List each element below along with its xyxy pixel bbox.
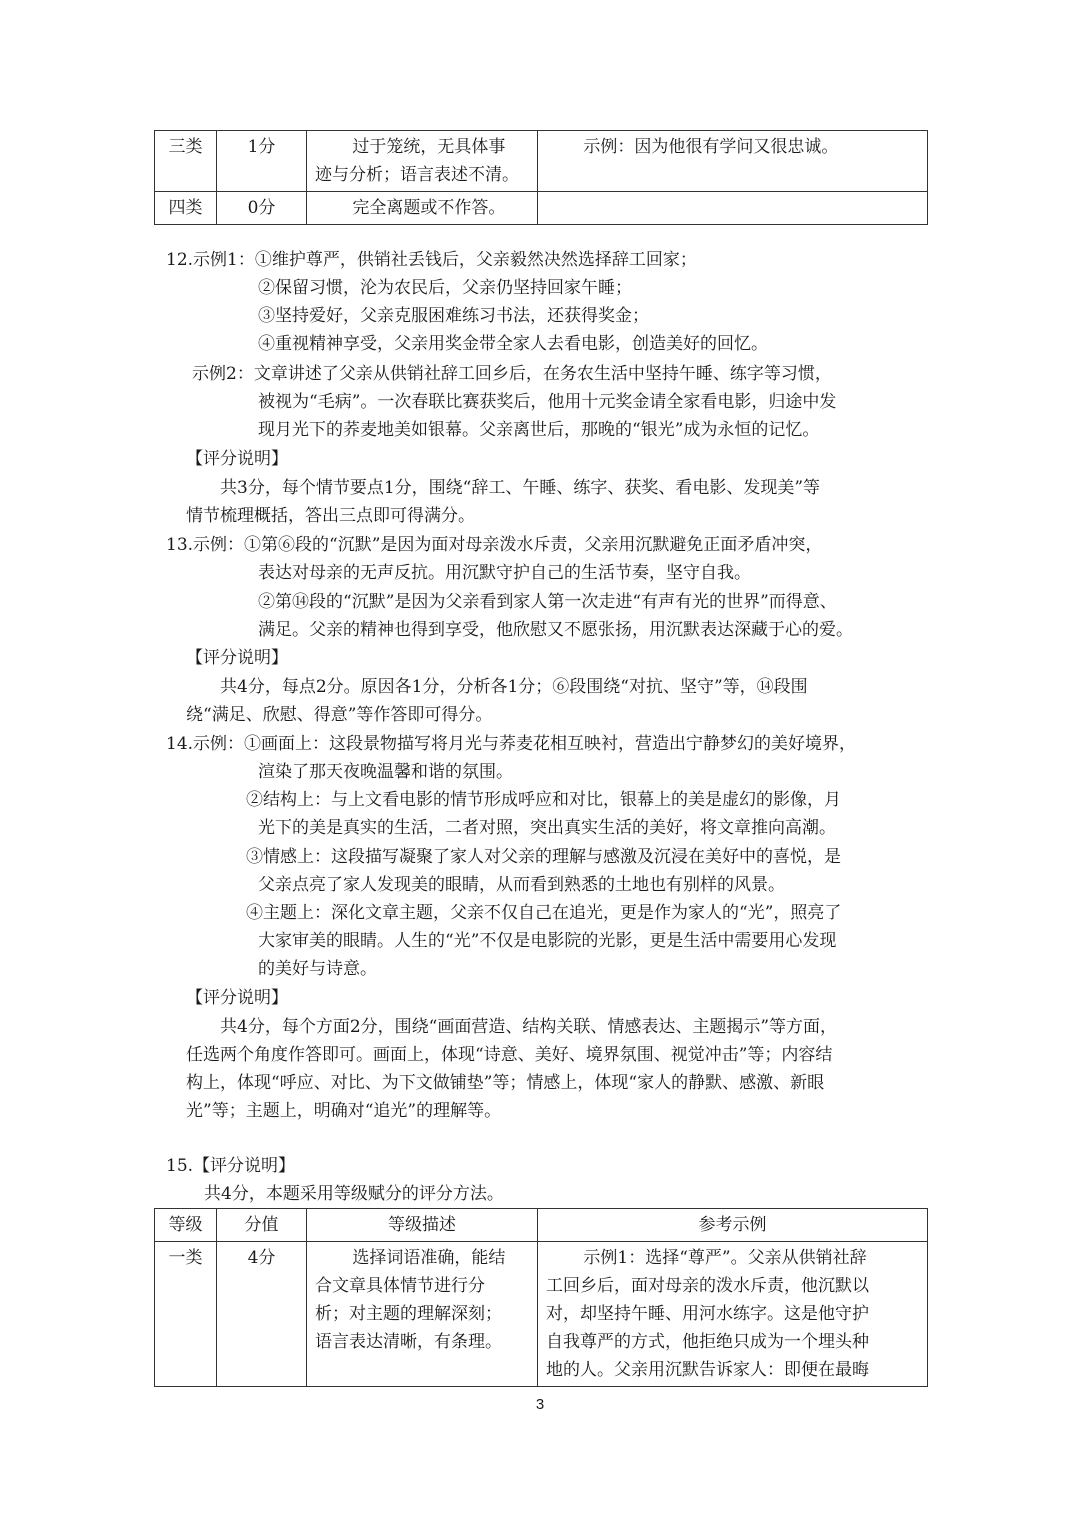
example-cell xyxy=(538,192,928,225)
score-cell: 4分 xyxy=(217,1242,307,1387)
header-score: 分值 xyxy=(217,1209,307,1242)
q14-line: 渲染了那天夜晚温馨和谐的氛围。 xyxy=(258,762,513,782)
q14-line: 父亲点亮了家人发现美的眼睛，从而看到熟悉的土地也有别样的风景。 xyxy=(258,875,785,895)
q15-intro: 共4分，本题采用等级赋分的评分方法。 xyxy=(204,1184,504,1204)
q13-line: 满足。父亲的精神也得到享受，他欣慰又不愿张扬，用沉默表达深藏于心的爱。 xyxy=(258,620,853,640)
description-line: 迹与分析；语言表述不清。 xyxy=(315,165,519,185)
q14-line: 构上，体现“呼应、对比、为下文做铺垫”等；情感上，体现“家人的静默、感激、新眼 xyxy=(186,1073,825,1093)
q14-line: ②结构上：与上文看电影的情节形成呼应和对比，银幕上的美是虚幻的影像，月 xyxy=(246,790,841,810)
score-cell: 0分 xyxy=(217,192,307,225)
table-row xyxy=(155,1242,928,1387)
q12-line: ③坚持爱好，父亲克服困难练习书法，还获得奖金； xyxy=(258,306,649,326)
q12-scoring-title: 【评分说明】 xyxy=(186,449,288,469)
q14-line: ④主题上：深化文章主题，父亲不仅自己在追光，更是作为家人的“光”，照亮了 xyxy=(246,903,842,923)
description-line: 语言表达清晰，有条理。 xyxy=(315,1332,502,1352)
q12-line: ④重视精神享受，父亲用奖金带全家人去看电影，创造美好的回忆。 xyxy=(258,334,768,354)
table-row xyxy=(155,192,928,225)
example-line: 自我尊严的方式，他拒绝只成为一个埋头种 xyxy=(546,1332,869,1352)
example-cell xyxy=(538,1242,928,1387)
description-cell xyxy=(307,131,538,192)
example-cell: 示例：因为他很有学问又很忠诚。 xyxy=(538,131,928,192)
q13-line: 绕“满足、欣慰、得意”等作答即可得分。 xyxy=(186,705,493,725)
example-line: 工回乡后，面对母亲的泼水斥责，他沉默以 xyxy=(546,1276,869,1296)
description-cell: 完全离题或不作答。 xyxy=(307,192,538,225)
q14-line: 光下的美是真实的生活，二者对照，突出真实生活的美好，将文章推向高潮。 xyxy=(258,818,836,838)
page-number: 3 xyxy=(535,1396,545,1413)
table-row xyxy=(155,131,928,192)
q13-line: ②第⑭段的“沉默”是因为父亲看到家人第一次走进“有声有光的世界”而得意、 xyxy=(258,592,837,612)
header-description: 等级描述 xyxy=(307,1209,538,1242)
description-cell xyxy=(307,1242,538,1387)
q13-scoring-title: 【评分说明】 xyxy=(186,648,288,668)
example-line: 示例1：选择“尊严”。父亲从供销社辞 xyxy=(583,1248,867,1268)
q14-line: 光”等；主题上，明确对“追光”的理解等。 xyxy=(186,1101,502,1121)
q12-line: 示例2：文章讲述了父亲从供销社辞工回乡后，在务农生活中坚持午睡、练字等习惯， xyxy=(192,364,832,384)
q14-line: 14.示例：①画面上：这段景物描写将月光与荞麦花相互映衬，营造出宁静梦幻的美好境界， xyxy=(166,734,857,754)
q12-line: 共3分，每个情节要点1分，围绕“辞工、午睡、练字、获奖、看电影、发现美”等 xyxy=(220,478,821,498)
q12-line: 12.示例1：①维护尊严，供销社丢钱后，父亲毅然决然选择辞工回家； xyxy=(166,250,697,270)
example-line: 对，却坚持午睡、用河水练字。这是他守护 xyxy=(546,1304,869,1324)
q13-line: 共4分，每点2分。原因各1分，分析各1分；⑥段围绕“对抗、坚守”等，⑭段围 xyxy=(220,677,808,697)
q14-line: 的美好与诗意。 xyxy=(258,959,377,979)
example-line: 地的人。父亲用沉默告诉家人：即便在最晦 xyxy=(546,1360,869,1380)
grading-table-q15 xyxy=(154,1208,928,1387)
score-cell: 1分 xyxy=(217,131,307,192)
q13-line: 13.示例：①第⑥段的“沉默”是因为面对母亲泼水斥责，父亲用沉默避免正面矛盾冲突， xyxy=(166,535,823,555)
q14-line: 任选两个角度作答即可。画面上，体现“诗意、美好、境界氛围、视觉冲击”等；内容结 xyxy=(186,1045,833,1065)
table-header-row xyxy=(155,1209,928,1242)
q15-title: 15.【评分说明】 xyxy=(166,1156,296,1176)
q14-line: ③情感上：这段描写凝聚了家人对父亲的理解与感激及沉浸在美好中的喜悦，是 xyxy=(246,847,841,867)
level-cell: 一类 xyxy=(155,1242,217,1387)
level-cell: 四类 xyxy=(155,192,217,225)
q12-line: 被视为“毛病”。一次春联比赛获奖后，他用十元奖金请全家看电影，归途中发 xyxy=(258,392,837,412)
q12-line: 情节梳理概括，答出三点即可得满分。 xyxy=(186,506,475,526)
description-line: 析；对主题的理解深刻； xyxy=(315,1304,502,1324)
header-level: 等级 xyxy=(155,1209,217,1242)
description-line: 合文章具体情节进行分 xyxy=(315,1276,485,1296)
q12-line: ②保留习惯，沦为农民后，父亲仍坚持回家午睡； xyxy=(258,278,632,298)
description-line: 选择词语准确，能结 xyxy=(352,1248,506,1268)
q13-line: 表达对母亲的无声反抗。用沉默守护自己的生活节奏，坚守自我。 xyxy=(258,563,751,583)
level-cell: 三类 xyxy=(155,131,217,192)
q12-line: 现月光下的荞麦地美如银幕。父亲离世后，那晚的“银光”成为永恒的记忆。 xyxy=(258,420,820,440)
q14-line: 大家审美的眼睛。人生的“光”不仅是电影院的光影，更是生活中需要用心发现 xyxy=(258,931,837,951)
grading-table-top xyxy=(154,130,928,225)
description-line: 过于笼统，无具体事 xyxy=(352,137,506,157)
q14-line: 共4分，每个方面2分，围绕“画面营造、结构关联、情感表达、主题揭示”等方面， xyxy=(220,1017,838,1037)
header-example: 参考示例 xyxy=(538,1209,928,1242)
q14-scoring-title: 【评分说明】 xyxy=(186,988,288,1008)
